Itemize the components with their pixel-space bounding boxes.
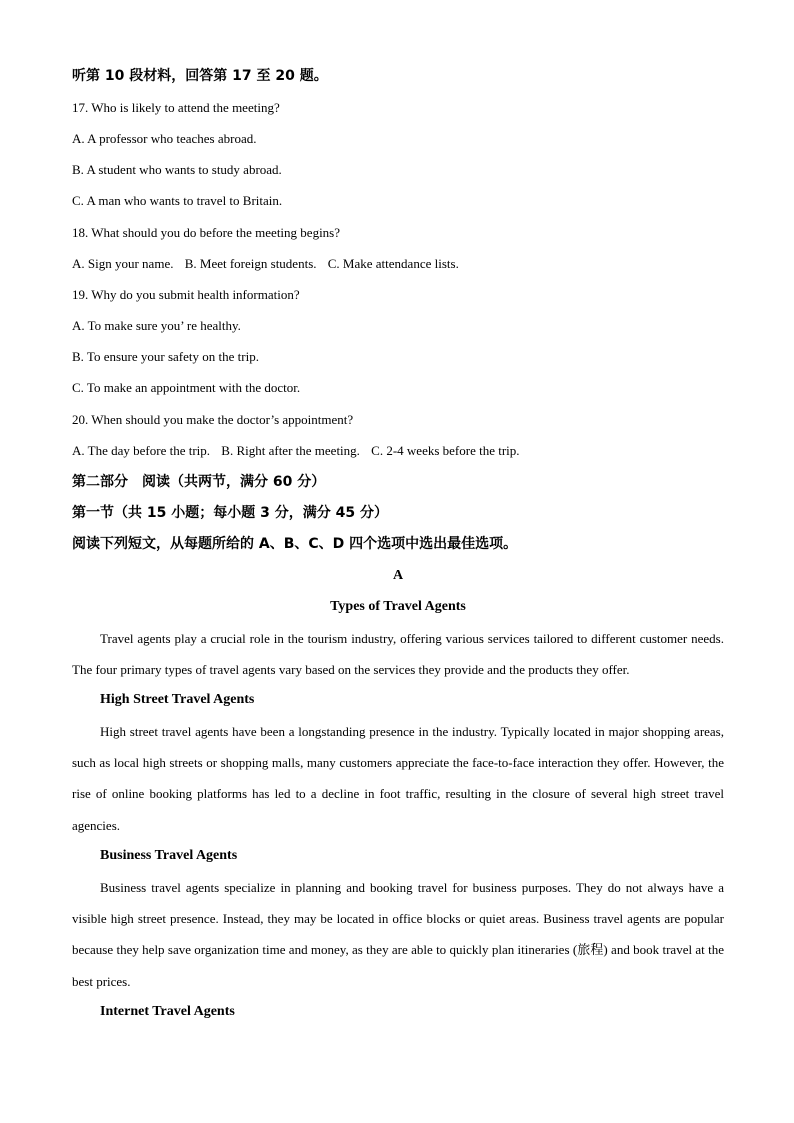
section-heading-high-street: High Street Travel Agents [100,692,255,707]
section-body-high-street: High street travel agents have been a longstanding presence in the industry. Typically located in major shopping areas, such as local high streets or shopping malls, many customers appreciate the face-to-face interaction they offer. However, the rise of online booking platforms has led to a decline in foot traffic, resulting in the closure of several high street travel agencies. [72,724,724,833]
option-17-c: C. A man who wants to travel to Britain. [72,193,283,208]
option-19-b: B. To ensure your safety on the trip. [72,349,259,364]
passage-letter: A [392,568,404,583]
reading-instruction: 阅读下列短文，从每题所给的 A、B、C、D 四个选项中选出最佳选项。 [72,536,518,552]
section-heading-business: Business Travel Agents [100,848,238,863]
section-body-business: Business travel agents specialize in planning and booking travel for business purposes. They do not always have a visible high street presence. Instead, they may be located in office blocks or quiet areas. Business travel agents are popular because they help save organization time and money, as they are able to quickly plan itineraries (旅程) and book travel at the best prices. [72,880,724,989]
option-18-c: C. Make attendance lists. [327,256,459,271]
option-19-c: C. To make an appointment with the doctor. [72,380,301,395]
question-20: 20. When should you make the doctor’s appointment? [72,412,354,427]
option-20-a: A. The day before the trip. [72,443,211,458]
option-17-a: A. A professor who teaches abroad. [72,131,257,146]
options-18 [72,255,724,273]
option-20-b: B. Right after the meeting. [221,443,360,458]
question-19: 19. Why do you submit health information? [72,287,300,302]
listening-heading: 听第 10 段材料，回答第 17 至 20 题。 [72,68,328,84]
option-18-b: B. Meet foreign students. [184,256,317,271]
option-20-c: C. 2-4 weeks before the trip. [371,443,520,458]
question-17: 17. Who is likely to attend the meeting? [72,100,280,115]
reading-section-heading: 第一节（共 15 小题；每小题 3 分，满分 45 分） [72,505,388,521]
options-20 [72,442,724,460]
section-heading-internet: Internet Travel Agents [100,1004,235,1019]
passage-title: Types of Travel Agents [330,599,466,614]
question-18: 18. What should you do before the meeting begins? [72,225,341,240]
reading-part-heading: 第二部分 阅读（共两节，满分 60 分） [72,474,326,490]
option-19-a: A. To make sure you’ re healthy. [72,318,241,333]
option-18-a: A. Sign your name. [72,256,174,271]
option-17-b: B. A student who wants to study abroad. [72,162,282,177]
passage-intro: Travel agents play a crucial role in the tourism industry, offering various services tailored to different customer needs. The four primary types of travel agents vary based on the services they provide and the products they offer. [72,631,724,678]
